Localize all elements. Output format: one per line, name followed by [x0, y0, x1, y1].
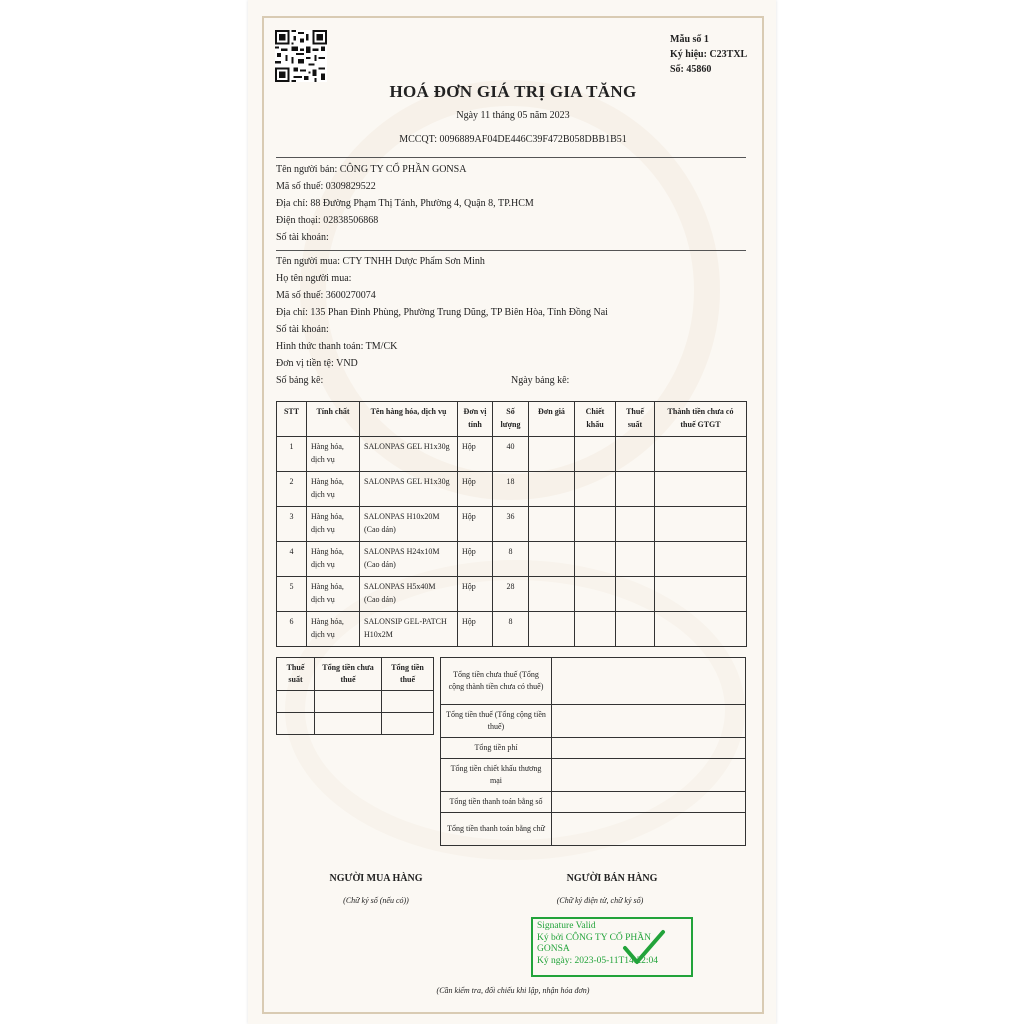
- cell-stt: 2: [277, 472, 307, 507]
- stamp-status: Signature Valid: [537, 921, 596, 931]
- cell-discount: [575, 577, 616, 612]
- cell-discount: [575, 437, 616, 472]
- invoice-title: HOÁ ĐƠN GIÁ TRỊ GIA TĂNG: [389, 82, 637, 101]
- invoice-date: Ngày 11 tháng 05 năm 2023: [456, 110, 570, 121]
- stamp-signer-cont: GONSA: [537, 944, 570, 954]
- table-row: [441, 658, 746, 705]
- divider: [276, 250, 746, 251]
- cell-price: [529, 612, 575, 647]
- table-row: [277, 437, 747, 472]
- buyer-name: Tên người mua: CTY TNHH Dược Phẩm Sơn Minh: [276, 256, 485, 267]
- cell-unit: Hộp: [458, 507, 493, 542]
- table-row: [277, 612, 747, 647]
- table-row: [441, 738, 746, 759]
- cell-discount: [575, 472, 616, 507]
- tax-authority-code: MCCQT: 0096889AF04DE446C39F472B058DBB1B51: [399, 134, 627, 145]
- cell-unit: Hộp: [458, 542, 493, 577]
- cell-nature: Hàng hóa, dịch vụ: [307, 437, 360, 472]
- cell-nature: Hàng hóa, dịch vụ: [307, 472, 360, 507]
- cell-name: SALONPAS GEL H1x30g: [360, 472, 458, 507]
- items-table: [276, 401, 747, 647]
- cell-vat: [616, 612, 655, 647]
- items-header-row: [277, 402, 747, 437]
- seller-account: Số tài khoản:: [276, 232, 329, 243]
- seller-tax-code: Mã số thuế: 0309829522: [276, 181, 376, 192]
- cell-price: [529, 472, 575, 507]
- table-row: [277, 542, 747, 577]
- total-value: [552, 738, 746, 759]
- table-row: [441, 792, 746, 813]
- form-template: Mẫu số 1: [670, 34, 709, 45]
- cell-qty: 8: [493, 612, 529, 647]
- cell-stt: 3: [277, 507, 307, 542]
- cell-price: [529, 437, 575, 472]
- buyer-signature-note: (Chữ ký số (nếu có)): [343, 896, 409, 905]
- footer-note: (Cần kiểm tra, đối chiếu khi lập, nhận hóa đơn): [436, 986, 590, 995]
- total-value: [552, 759, 746, 792]
- col-header: Thành tiền chưa có thuế GTGT: [655, 402, 747, 437]
- cell-stt: 5: [277, 577, 307, 612]
- cell-qty: 8: [493, 542, 529, 577]
- seller-signature-note: (Chữ ký điện tử, chữ ký số): [556, 896, 644, 905]
- cell-unit: Hộp: [458, 612, 493, 647]
- total-label: Tổng tiền thanh toán bằng số: [441, 792, 552, 813]
- list-number: Số bảng kê:: [276, 375, 324, 386]
- cell-discount: [575, 507, 616, 542]
- buyer-person: Họ tên người mua:: [276, 273, 352, 284]
- col-header: Tổng tiền chưa thuế: [315, 658, 382, 691]
- cell-amount: [655, 507, 747, 542]
- table-row: [277, 577, 747, 612]
- seller-name: Tên người bán: CÔNG TY CỔ PHẦN GONSA: [276, 164, 467, 175]
- table-row: [277, 691, 434, 713]
- col-header: Đơn giá: [529, 402, 575, 437]
- cell-nature: Hàng hóa, dịch vụ: [307, 542, 360, 577]
- cell-stt: 1: [277, 437, 307, 472]
- totals-table: [440, 657, 746, 846]
- cell-discount: [575, 612, 616, 647]
- cell-amount: [655, 542, 747, 577]
- total-value: [552, 658, 746, 705]
- cell-price: [529, 577, 575, 612]
- cell-unit: Hộp: [458, 577, 493, 612]
- vat-summary-table: [276, 657, 434, 735]
- cell-nature: Hàng hóa, dịch vụ: [307, 577, 360, 612]
- col-header: Thuế suất: [277, 658, 315, 691]
- table-row: [441, 759, 746, 792]
- cell-qty: 36: [493, 507, 529, 542]
- cell-name: SALONPAS H5x40M (Cao dán): [360, 577, 458, 612]
- stamp-signer: Ký bởi CÔNG TY CỔ PHẦN: [537, 932, 652, 943]
- total-label: Tổng tiền thanh toán bằng chữ: [441, 813, 552, 846]
- payment-method: Hình thức thanh toán: TM/CK: [276, 341, 398, 352]
- currency: Đơn vị tiền tệ: VND: [276, 358, 358, 369]
- cell-qty: 18: [493, 472, 529, 507]
- buyer-address: Địa chỉ: 135 Phan Đình Phùng, Phường Trung Dũng, TP Biên Hòa, Tỉnh Đồng Nai: [276, 307, 608, 318]
- cell-vat: [616, 437, 655, 472]
- col-header: Đơn vị tính: [458, 402, 493, 437]
- cell-amount: [655, 472, 747, 507]
- vat-header-row: [277, 658, 434, 691]
- buyer-tax-code: Mã số thuế: 3600270074: [276, 290, 376, 301]
- cell-name: SALONPAS GEL H1x30g: [360, 437, 458, 472]
- digital-signature-stamp: [531, 917, 693, 977]
- col-header: Tên hàng hóa, dịch vụ: [360, 402, 458, 437]
- table-row: [277, 472, 747, 507]
- buyer-account: Số tài khoản:: [276, 324, 329, 335]
- form-number: Số: 45860: [670, 64, 712, 75]
- cell-unit: Hộp: [458, 437, 493, 472]
- divider: [276, 157, 746, 158]
- buyer-signature-title: NGƯỜI MUA HÀNG: [329, 873, 423, 884]
- col-header: Số lượng: [493, 402, 529, 437]
- total-label: Tổng tiền chưa thuế (Tổng cộng thành tiền chưa có thuế): [441, 658, 552, 705]
- cell-stt: 4: [277, 542, 307, 577]
- form-symbol: Ký hiệu: C23TXL: [670, 49, 748, 60]
- form-info: [670, 32, 747, 77]
- cell-amount: [655, 577, 747, 612]
- total-label: Tổng tiền phí: [441, 738, 552, 759]
- cell-price: [529, 507, 575, 542]
- cell-amount: [655, 437, 747, 472]
- cell-name: SALONPAS H10x20M (Cao dán): [360, 507, 458, 542]
- total-value: [552, 705, 746, 738]
- cell-stt: 6: [277, 612, 307, 647]
- cell-vat: [616, 542, 655, 577]
- cell-nature: Hàng hóa, dịch vụ: [307, 612, 360, 647]
- col-header: Thuế suất: [616, 402, 655, 437]
- cell-amount: [655, 612, 747, 647]
- cell-vat: [616, 577, 655, 612]
- cell-name: SALONSIP GEL-PATCH H10x2M: [360, 612, 458, 647]
- cell-price: [529, 542, 575, 577]
- qr-code: [275, 30, 327, 82]
- cell-vat: [616, 507, 655, 542]
- col-header: Tính chất: [307, 402, 360, 437]
- cell-name: SALONPAS H24x10M (Cao dán): [360, 542, 458, 577]
- col-header: STT: [277, 402, 307, 437]
- total-value: [552, 813, 746, 846]
- col-header: Tổng tiền thuế: [382, 658, 434, 691]
- seller-phone: Điện thoại: 02838506868: [276, 215, 379, 226]
- seller-signature-title: NGƯỜI BÁN HÀNG: [566, 873, 658, 884]
- cell-vat: [616, 472, 655, 507]
- cell-qty: 28: [493, 577, 529, 612]
- col-header: Chiết khấu: [575, 402, 616, 437]
- total-value: [552, 792, 746, 813]
- stamp-date: Ký ngày: 2023-05-11T14:22:04: [537, 955, 659, 966]
- seller-address: Địa chỉ: 88 Đường Phạm Thị Tánh, Phường 4, Quận 8, TP.HCM: [276, 198, 534, 209]
- cell-unit: Hộp: [458, 472, 493, 507]
- table-row: [441, 705, 746, 738]
- total-label: Tổng tiền thuế (Tổng cộng tiền thuế): [441, 705, 552, 738]
- cell-nature: Hàng hóa, dịch vụ: [307, 507, 360, 542]
- cell-qty: 40: [493, 437, 529, 472]
- list-date: Ngày bảng kê:: [511, 375, 570, 386]
- total-label: Tổng tiền chiết khấu thương mại: [441, 759, 552, 792]
- table-row: [441, 813, 746, 846]
- checkmark-icon: [622, 928, 666, 968]
- table-row: [277, 713, 434, 735]
- cell-discount: [575, 542, 616, 577]
- table-row: [277, 507, 747, 542]
